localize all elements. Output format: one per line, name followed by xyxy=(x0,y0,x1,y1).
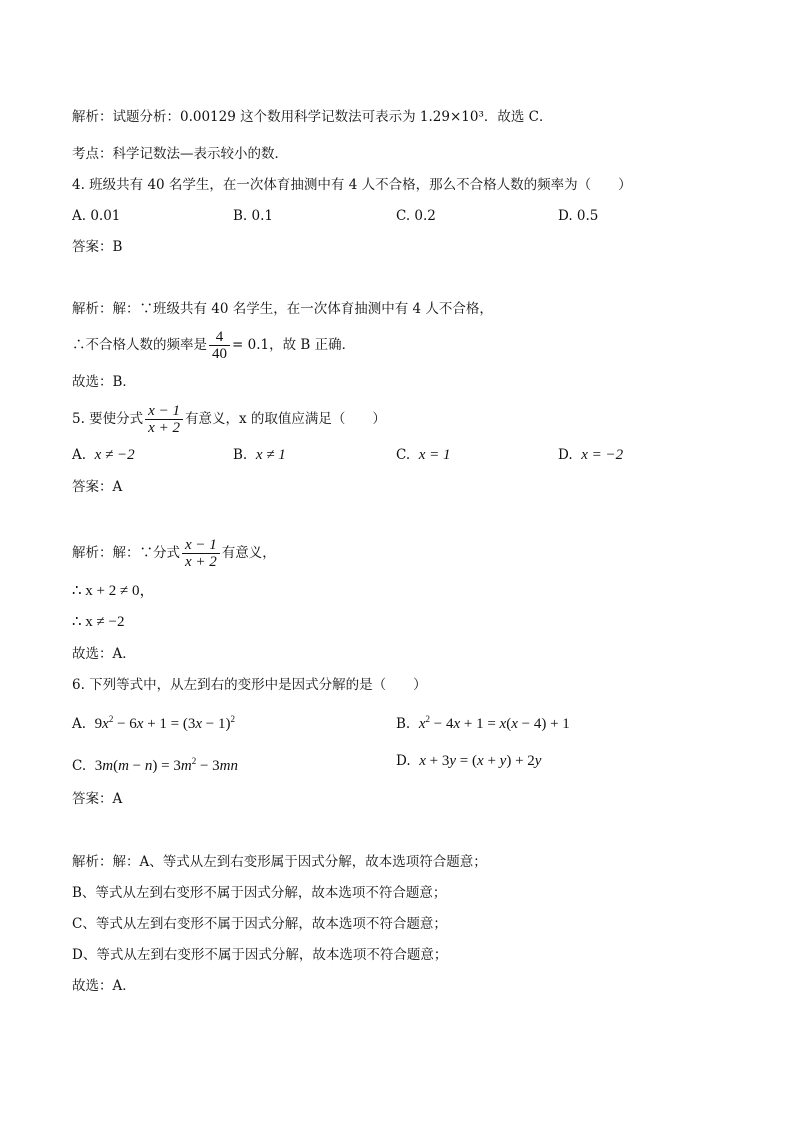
q5-option-c-expr: x = 1 xyxy=(418,447,451,463)
q5-fraction xyxy=(145,403,183,436)
q5-analysis-prefix: 解析：解：∵分式 xyxy=(72,545,180,561)
q6-option-a-expr: $9x^2 - 6x + 1 = (3x - 1)^2$ xyxy=(94,714,236,732)
q6-answer: 答案：A xyxy=(72,791,123,807)
q5-stem-suffix: 有意义，x 的取值应满足（ ） xyxy=(184,411,386,427)
q6-option-d-expr: x + 3y = (x + y) + 2y xyxy=(419,753,542,769)
q5-analysis xyxy=(72,536,276,570)
q6-stem: 6. 下列等式中，从左到右的变形中是因式分解的是（ ） xyxy=(72,677,427,693)
q5-step2: ∴ x ≠ −2 xyxy=(72,614,125,630)
q6-analysis-line1: 解析：解：A、等式从左到右变形属于因式分解，故本选项符合题意； xyxy=(72,854,487,870)
q6-option-c xyxy=(72,752,238,775)
q5-analysis-fraction xyxy=(182,537,220,570)
q6-option-b-letter: B. xyxy=(396,716,411,732)
q6-option-a-letter: A. xyxy=(72,716,87,732)
q5-option-c xyxy=(396,446,451,464)
q5-option-b-letter: B. xyxy=(233,447,248,463)
q5-option-d-letter: D. xyxy=(558,447,573,463)
q4-fraction xyxy=(209,329,230,362)
q6-option-b xyxy=(396,710,570,733)
q4-analysis-suffix: = 0.1，故 B 正确． xyxy=(232,337,356,353)
q5-analysis-fraction-denominator: x + 2 xyxy=(185,554,217,570)
q6-analysis-line3: C、等式从左到右变形不属于因式分解，故本选项不符合题意； xyxy=(72,916,447,932)
q3-knowledge-point: 考点：科学记数法—表示较小的数． xyxy=(72,146,288,162)
q4-option-b: B. 0.1 xyxy=(233,208,273,224)
q4-option-c: C. 0.2 xyxy=(396,208,436,224)
q6-option-a xyxy=(72,710,235,733)
q6-analysis-line4: D、等式从左到右变形不属于因式分解，故本选项不符合题意； xyxy=(72,947,448,963)
q5-option-a-letter: A. xyxy=(72,447,87,463)
q5-stem xyxy=(72,402,386,436)
q5-conclusion: 故选：A． xyxy=(72,646,136,662)
q6-option-d-letter: D. xyxy=(396,753,411,769)
q6-option-b-expr: $x^2 - 4x + 1 = x(x - 4) + 1$ xyxy=(418,714,570,732)
q5-option-c-letter: C. xyxy=(396,447,411,463)
q5-option-b-expr: x ≠ 1 xyxy=(255,447,286,463)
q5-analysis-suffix: 有意义， xyxy=(221,545,276,561)
q5-option-a-expr: x ≠ −2 xyxy=(94,447,135,463)
q4-analysis-prefix: ∴不合格人数的频率是 xyxy=(72,337,207,353)
q4-answer: 答案：B xyxy=(72,239,123,255)
q5-fraction-denominator: x + 2 xyxy=(148,420,180,436)
q4-analysis-line1: 解析：解：∵班级共有 40 名学生，在一次体育抽测中有 4 人不合格， xyxy=(72,301,493,317)
q6-option-d xyxy=(396,752,541,770)
q4-option-d: D. 0.5 xyxy=(558,208,599,224)
q4-conclusion: 故选：B． xyxy=(72,374,136,390)
q5-fraction-numerator: x − 1 xyxy=(145,403,183,420)
q4-option-a: A. 0.01 xyxy=(72,208,121,224)
q5-option-b xyxy=(233,446,286,464)
q4-stem: 4. 班级共有 40 名学生，在一次体育抽测中有 4 人不合格，那么不合格人数的频率为（ ） xyxy=(72,177,632,193)
q4-fraction-denominator: 40 xyxy=(212,346,227,362)
q3-analysis: 解析：试题分析：0.00129 这个数用科学记数法可表示为 1.29×10³．故选 C． xyxy=(72,109,553,125)
q5-step1: ∴ x + 2 ≠ 0， xyxy=(72,583,155,599)
q4-fraction-numerator: 4 xyxy=(209,329,230,346)
q6-conclusion: 故选：A． xyxy=(72,978,136,994)
q5-analysis-fraction-numerator: x − 1 xyxy=(182,537,220,554)
q6-option-c-letter: C. xyxy=(72,758,87,774)
q4-analysis-line2 xyxy=(72,328,355,362)
q5-option-d xyxy=(558,446,623,464)
q6-analysis-line2: B、等式从左到右变形不属于因式分解，故本选项不符合题意； xyxy=(72,885,447,901)
q5-option-d-expr: x = −2 xyxy=(581,447,624,463)
q6-option-c-expr: $3m(m - n) = 3m^2 - 3mn$ xyxy=(94,756,239,774)
q5-stem-prefix: 5. 要使分式 xyxy=(72,411,144,427)
q5-answer: 答案：A xyxy=(72,479,123,495)
q5-option-a xyxy=(72,446,135,464)
